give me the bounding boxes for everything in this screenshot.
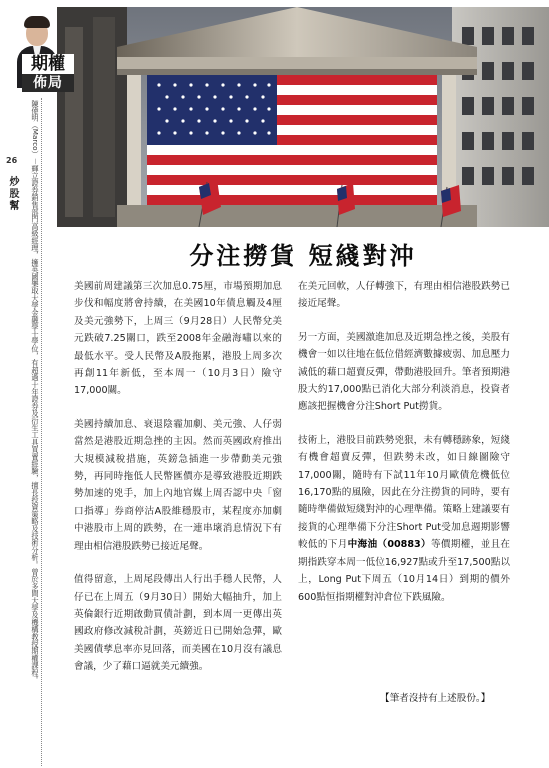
article-column-right: [298, 278, 510, 622]
paragraph-with-highlight: [298, 432, 510, 606]
paragraph: 另一方面，美國激進加息及近期急挫之後，美股有機會一如以往地在低位借經濟數據疲弱、加息壓力減低的藉口超賣反彈，帶動港股回升。筆者預期港股大約17,000點已消化大部分利淡消息，投資者應該把握機會分注Short Put撈貨。: [298, 331, 510, 413]
article-headline: 分注撈貨 短綫對沖: [189, 242, 417, 270]
article-column-left: [74, 278, 282, 692]
column-title-line2: 佈局: [22, 74, 74, 92]
paragraph: 在美元回軟，人仔轉強下，有理由相信港股跌勢已接近尾聲。: [298, 281, 510, 310]
columnist-bio: 陳偉明（Marco）－輝立證券銷售部門高級經理，擁英國樂取大學金融學士學位，有超過十年證券及衍生工具買賣經驗，擅長投資策略及技術分析。曾於多間大學及機構教授期權課程。: [31, 100, 40, 684]
column-title-line1: 期權: [22, 54, 74, 74]
hero-photo: [57, 7, 549, 227]
stock-highlight: 中海油（00883）: [347, 539, 431, 551]
column-title: [22, 54, 74, 92]
side-divider: [41, 98, 42, 766]
paragraph-text: 等價期權，並且在期指跌穿本: [298, 539, 511, 568]
disclaimer: 【筆者沒持有上述股份。】: [380, 693, 491, 704]
paragraph-text: 技術上，港股目前跌勢兇狠，未有轉穩跡象，短綫有機會超賣反彈，但跌勢未改，如日線圖險守17,000關，隨時有下試11年10月歐債危機低位16,170點的風險，因此在分注撈貨的同時，要有隨時準備做短綫對沖的心理準備。策略上建議要有接貨的心理準備下分注Short Put受加息週期影響較低的下月: [298, 434, 510, 551]
us-flag-large: [147, 75, 437, 205]
section-name: 炒股幫: [7, 176, 18, 212]
paragraph: 值得留意，上周尾段傳出人行出手穩人民幣，人仔已在上周五（9月30日）開始大幅抽升，加上英倫銀行近期啟動買債計劃，到本周一更傳出英國政府修改減稅計劃，英鎊近日已開始急彈，歐美國債孳息率亦見回落，而美國在10月沒有議息會議，少了藉口逼就美元續強。: [74, 574, 282, 673]
paragraph: 美國持續加息、衰退陰霾加劇、美元強、人仔弱當然是港股近期急挫的主因。然而英國政府推出大規模減稅措施，英鎊急插進一步帶動美元強勢，再同時拖低人民幣匯價亦是導致港股近期跌勢加速的兇手，加上內地官媒上周否認中央「窗口指導」券商停沽A股維穩股市，某程度亦加劇中港股市上周的跌勢，在一連串壞消息情況下有理由相信港股跌勢已接近尾聲。: [74, 418, 282, 552]
paragraph-text: 周一低位16,927點或升至17,500點以上，Long Put下周五（10月14日）到期的價外600點恒指期權對沖倉位下跌風險。: [298, 556, 511, 603]
portrait-hair: [24, 16, 50, 28]
page-number: 26: [6, 156, 18, 165]
paragraph: 美國前周建議第三次加息0.75厘，市場預期加息步伐和幅度將會持續，在美國10年債息觸及4厘及美元強勢下，上周三（9月28日）人民幣兌美元跌破7.25關口，跌至2008年金融海嘯以來的最低水平。受人民幣及A股拖累，港股上周多次再創11年新低，至本周一（10月3日）險守17,000關。: [74, 281, 282, 397]
columnist-strip: [0, 0, 65, 768]
stock-exchange-illustration: [57, 7, 549, 227]
